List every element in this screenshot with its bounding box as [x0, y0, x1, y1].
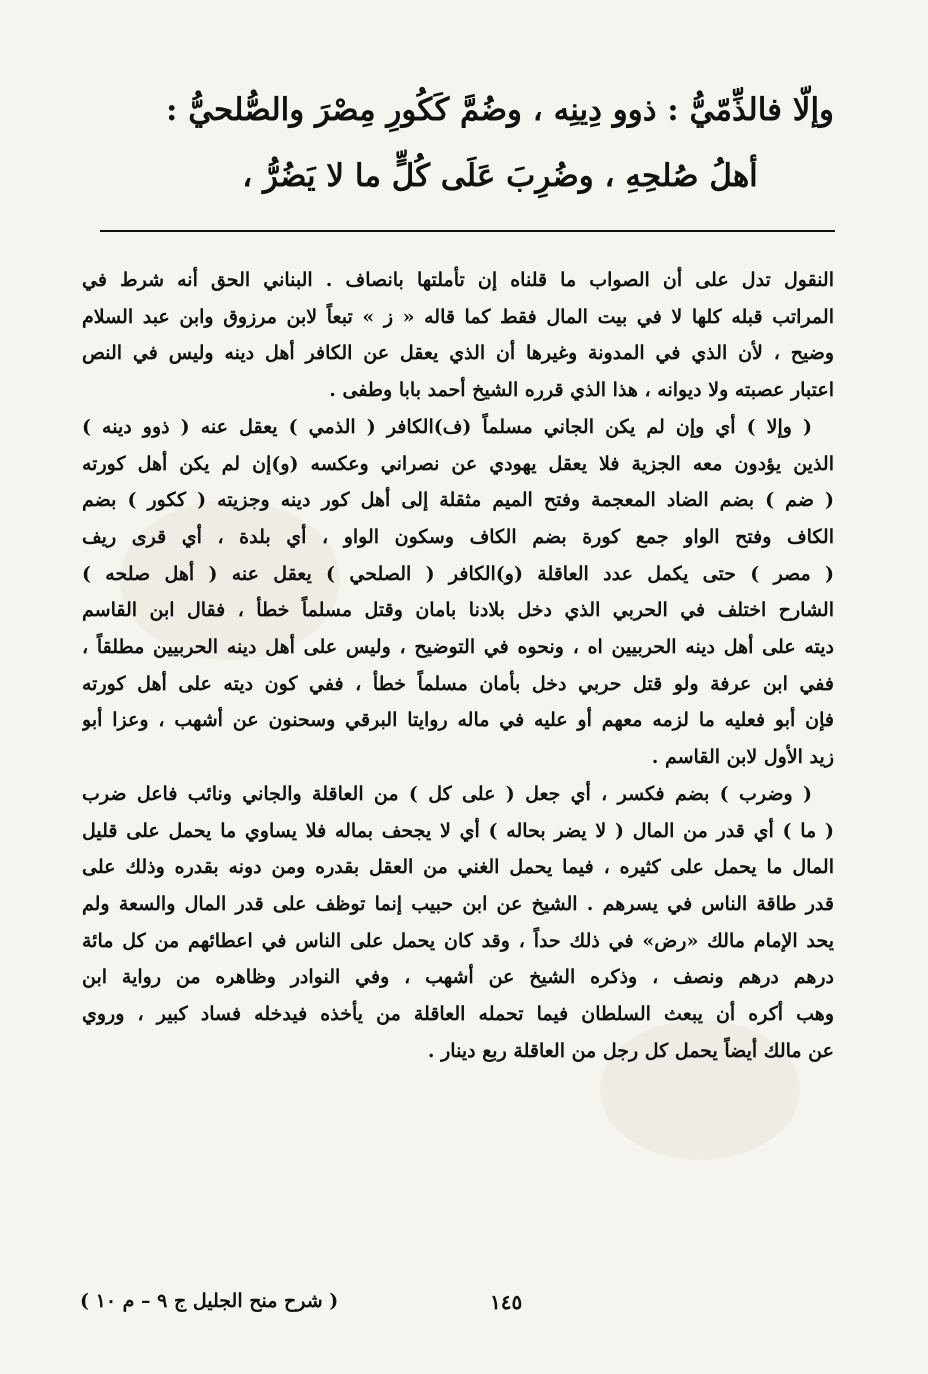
page-footer: [80, 1290, 830, 1320]
text-line: يحد الإمام مالك «رض» في ذلك حداً ، وقد كان يحمل على الناس في اعطائهم من كل مائة: [82, 929, 834, 952]
header-divider: [100, 230, 835, 232]
text-line: الشارح اختلف في الحربي الذي دخل بلادنا بامان وقتل مسلماً خطأ ، فقال ابن القاسم: [82, 599, 834, 622]
paragraph: [82, 409, 834, 776]
commentary-body: [82, 262, 834, 1069]
text-line: درهم درهم ونصف ، وذكره الشيخ عن أشهب ، وفي النوادر وظاهره من رواية ابن: [82, 966, 834, 989]
text-line: المال ما يحمل على كثيره ، فيما يحمل الغني من العقل بقدره ومن دونه بقدره وذلك على: [82, 856, 834, 879]
text-line: عن مالك أيضاً يحمل كل رجل من العاقلة ربع دينار .: [427, 1039, 834, 1062]
text-line: ( ضم ) بضم الضاد المعجمة وفتح الميم مثقلة إلى أهل كور دينه وجزيته ( ككور ) بضم: [82, 489, 834, 512]
text-line: وهب أكره أن يبعث السلطان فيما تحمله العاقلة من يأخذه فيدخله فساد كبير ، وروي: [82, 1003, 834, 1026]
text-line: زيد الأول لابن القاسم .: [651, 746, 834, 769]
page-number: ١٤٥: [490, 1290, 523, 1314]
text-line: ( ما ) أي قدر من المال ( لا يضر بحاله ) أي لا يجحف بماله فلا يساوي ما يحمل على قليل: [82, 819, 834, 842]
text-line: ( وضرب ) بضم فكسر ، أي جعل ( على كل ) من العاقلة والجاني ونائب فاعل ضرب: [82, 782, 812, 805]
text-line: ديته على أهل دينه الحربيين اه ، ونحوه في التوضيح ، وليس على أهل دينه الحربيين مطلقاً ،: [82, 636, 834, 659]
text-line: وضيح ، لأن الذي في المدونة وغيرها أن الذي يعقل عن الكافر أهل دينه وليس في النص: [82, 342, 834, 365]
verse-header: [150, 90, 850, 222]
text-line: الذين يؤدون معه الجزية فلا يعقل يهودي عن نصراني وعكسه (و)إن لم يكن أهل كورته: [82, 452, 834, 475]
text-line: ( وإلا ) أي وإن لم يكن الجاني مسلماً (ف)الكافر ( الذمي ) يعقل عنه ( ذوو دينه ): [82, 415, 812, 438]
verse-line-2: أهلُ صُلحِهِ ، وضُرِبَ عَلَى كُلٍّ ما لا يَضُرُّ ،: [242, 158, 758, 194]
text-line: قدر طاقة الناس في يسرهم . الشيخ عن ابن حبيب إنما توظف على قدر المال والسعة ولم: [82, 892, 834, 915]
volume-reference: ( شرح منح الجليل ج ٩ – م ١٠ ): [80, 1290, 339, 1312]
text-line: الكاف وفتح الواو جمع كورة بضم الكاف وسكون الواو ، أي بلدة ، أي قرى ريف: [82, 525, 834, 548]
verse-line-1: وإلّا فالذِّمّيُّ : ذوو دِينِه ، وضُمَّ كَكُورِ مِصْرَ والصُّلحيُّ :: [165, 92, 835, 128]
text-line: اعتبار عصبته ولا ديوانه ، هذا الذي قرره الشيخ أحمد بابا وطفى .: [329, 379, 834, 402]
text-line: المراتب قبله كلها لا في بيت المال فقط كما قاله « ز » تبعاً لابن مرزوق وابن عبد السلام: [82, 305, 834, 328]
paragraph: [82, 262, 834, 409]
text-line: ففي ابن عرفة ولو قتل حربي دخل بأمان مسلماً خطأ ، ففي كون ديته على أهل كورته: [82, 672, 834, 695]
text-line: ( مصر ) حتى يكمل عدد العاقلة (و)الكافر ( الصلحي ) يعقل عنه ( أهل صلحه ): [82, 562, 834, 585]
paragraph: [82, 776, 834, 1070]
text-line: النقول تدل على أن الصواب ما قلناه إن تأملتها بانصاف . البناني الحق أنه شرط في: [82, 269, 834, 291]
text-line: فإن أبو فعليه ما لزمه معهم أو عليه في ماله روايتا البرقي وسحنون عن أشهب ، وعزا أبو: [82, 709, 834, 732]
